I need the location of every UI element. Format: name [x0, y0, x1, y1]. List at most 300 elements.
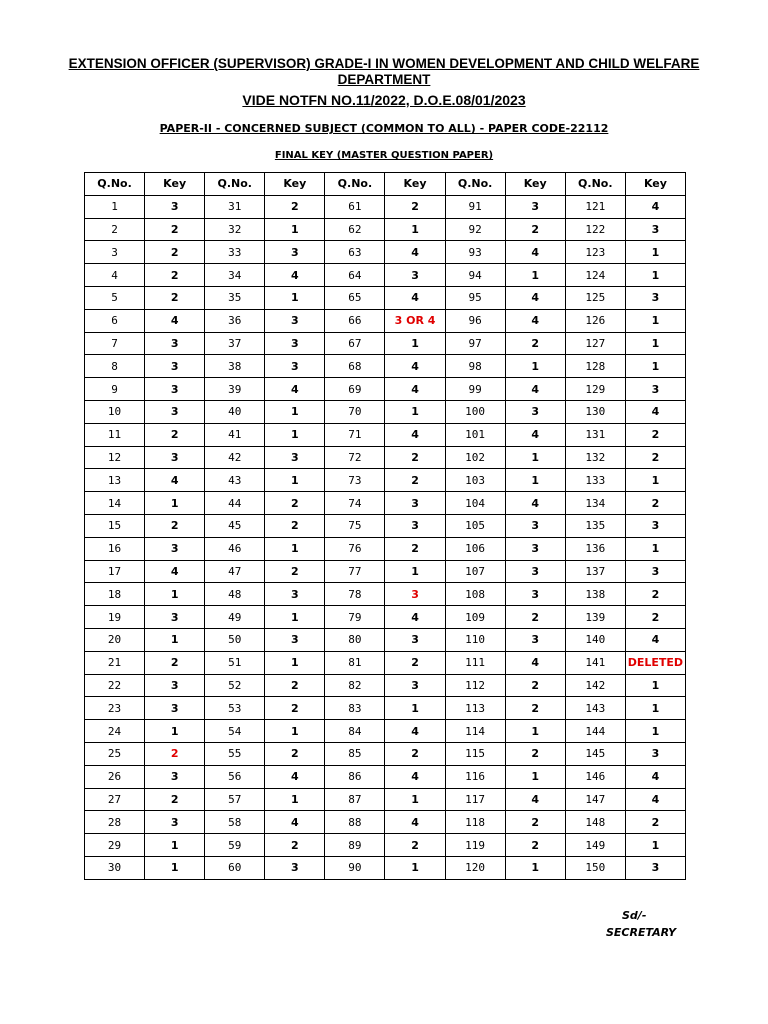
answer-key-cell: 1 — [145, 628, 205, 651]
question-number-cell: 24 — [85, 720, 145, 743]
question-number-cell: 18 — [85, 583, 145, 606]
answer-key-cell: 3 — [505, 537, 565, 560]
answer-key-cell: 2 — [145, 218, 205, 241]
question-number-cell: 88 — [325, 811, 385, 834]
question-number-cell: 23 — [85, 697, 145, 720]
question-number-cell: 79 — [325, 606, 385, 629]
answer-key-cell: 2 — [385, 651, 445, 674]
answer-key-cell: 1 — [265, 537, 325, 560]
question-number-cell: 42 — [205, 446, 265, 469]
question-number-cell: 139 — [565, 606, 625, 629]
answer-key-cell: 2 — [385, 469, 445, 492]
answer-key-cell: 3 OR 4 — [385, 309, 445, 332]
answer-key-cell: 4 — [625, 400, 685, 423]
question-number-cell: 82 — [325, 674, 385, 697]
question-number-cell: 123 — [565, 241, 625, 264]
question-number-cell: 136 — [565, 537, 625, 560]
question-number-cell: 54 — [205, 720, 265, 743]
question-number-cell: 72 — [325, 446, 385, 469]
answer-key-cell: 2 — [265, 697, 325, 720]
table-row — [85, 446, 686, 469]
answer-key-cell: 2 — [625, 492, 685, 515]
answer-key-cell: 1 — [625, 355, 685, 378]
answer-key-cell: 4 — [625, 788, 685, 811]
question-number-cell: 69 — [325, 378, 385, 401]
answer-key-cell: 3 — [385, 264, 445, 287]
question-number-cell: 104 — [445, 492, 505, 515]
answer-key-cell: 1 — [625, 674, 685, 697]
answer-key-cell: 1 — [505, 856, 565, 879]
question-number-cell: 143 — [565, 697, 625, 720]
question-number-cell: 61 — [325, 195, 385, 218]
question-number-cell: 45 — [205, 514, 265, 537]
answer-key-cell: 1 — [385, 560, 445, 583]
answer-key-cell: 2 — [265, 195, 325, 218]
answer-key-cell: 1 — [505, 720, 565, 743]
answer-key-cell: 3 — [265, 309, 325, 332]
answer-key-cell: 1 — [385, 788, 445, 811]
question-number-cell: 51 — [205, 651, 265, 674]
answer-key-cell: 1 — [625, 537, 685, 560]
document-title: EXTENSION OFFICER (SUPERVISOR) GRADE-I IN WOMEN DEVELOPMENT AND CHILD WELFARE DEPARTMENT — [68, 56, 700, 87]
question-number-cell: 90 — [325, 856, 385, 879]
table-row — [85, 264, 686, 287]
question-number-cell: 57 — [205, 788, 265, 811]
answer-key-cell: 1 — [145, 856, 205, 879]
question-number-cell: 146 — [565, 765, 625, 788]
question-number-cell: 46 — [205, 537, 265, 560]
table-row — [85, 697, 686, 720]
question-number-cell: 9 — [85, 378, 145, 401]
table-row — [85, 241, 686, 264]
question-number-cell: 91 — [445, 195, 505, 218]
question-number-cell: 77 — [325, 560, 385, 583]
answer-key-cell: 4 — [265, 765, 325, 788]
question-number-cell: 48 — [205, 583, 265, 606]
question-number-cell: 86 — [325, 765, 385, 788]
answer-key-cell: 3 — [265, 241, 325, 264]
table-row — [85, 309, 686, 332]
key-title: FINAL KEY (MASTER QUESTION PAPER) — [274, 150, 494, 161]
question-number-cell: 19 — [85, 606, 145, 629]
table-row — [85, 606, 686, 629]
answer-key-cell: 2 — [505, 834, 565, 857]
answer-key-cell: 4 — [385, 378, 445, 401]
question-number-cell: 133 — [565, 469, 625, 492]
question-number-cell: 11 — [85, 423, 145, 446]
question-number-cell: 127 — [565, 332, 625, 355]
answer-key-cell: 1 — [265, 218, 325, 241]
question-number-cell: 74 — [325, 492, 385, 515]
question-number-cell: 15 — [85, 514, 145, 537]
question-number-cell: 55 — [205, 742, 265, 765]
table-row — [85, 514, 686, 537]
question-number-cell: 7 — [85, 332, 145, 355]
answer-key-cell: 1 — [145, 492, 205, 515]
question-number-cell: 121 — [565, 195, 625, 218]
answer-key-cell: 1 — [625, 309, 685, 332]
answer-key-cell: 2 — [145, 788, 205, 811]
question-number-cell: 94 — [445, 264, 505, 287]
question-number-cell: 95 — [445, 286, 505, 309]
answer-key-cell: 3 — [625, 286, 685, 309]
question-number-cell: 116 — [445, 765, 505, 788]
answer-key-cell: 4 — [505, 241, 565, 264]
answer-key-cell: 1 — [625, 834, 685, 857]
answer-key-cell: 1 — [505, 469, 565, 492]
table-row — [85, 378, 686, 401]
answer-key-cell: 4 — [385, 811, 445, 834]
question-number-cell: 130 — [565, 400, 625, 423]
answer-key-cell: 2 — [265, 560, 325, 583]
question-number-cell: 12 — [85, 446, 145, 469]
question-number-cell: 122 — [565, 218, 625, 241]
answer-key-cell: 2 — [385, 834, 445, 857]
table-row — [85, 583, 686, 606]
question-number-cell: 26 — [85, 765, 145, 788]
question-number-cell: 76 — [325, 537, 385, 560]
question-number-cell: 52 — [205, 674, 265, 697]
answer-key-cell: 4 — [265, 811, 325, 834]
answer-key-cell: 3 — [385, 514, 445, 537]
question-number-cell: 63 — [325, 241, 385, 264]
table-row — [85, 218, 686, 241]
answer-key-cell: 3 — [145, 195, 205, 218]
question-number-cell: 8 — [85, 355, 145, 378]
question-number-cell: 38 — [205, 355, 265, 378]
answer-key-cell: 1 — [625, 264, 685, 287]
question-number-cell: 128 — [565, 355, 625, 378]
answer-key-cell: 1 — [505, 446, 565, 469]
answer-key-cell: 3 — [145, 765, 205, 788]
answer-key-cell: 2 — [505, 332, 565, 355]
answer-key-cell: 1 — [625, 720, 685, 743]
answer-key-cell: 3 — [505, 560, 565, 583]
table-row — [85, 537, 686, 560]
answer-key-cell: 3 — [265, 856, 325, 879]
answer-key-cell: 4 — [265, 378, 325, 401]
answer-key-cell: 4 — [385, 241, 445, 264]
question-number-cell: 28 — [85, 811, 145, 834]
answer-key-cell: 1 — [265, 400, 325, 423]
answer-key-cell: 2 — [505, 742, 565, 765]
answer-key-cell: 1 — [385, 400, 445, 423]
question-number-cell: 50 — [205, 628, 265, 651]
answer-key-cell: 2 — [625, 811, 685, 834]
answer-key-cell: DELETED — [625, 651, 685, 674]
answer-key-cell: 4 — [385, 355, 445, 378]
question-number-cell: 68 — [325, 355, 385, 378]
question-number-cell: 14 — [85, 492, 145, 515]
column-header: Key — [625, 173, 685, 196]
question-number-cell: 81 — [325, 651, 385, 674]
question-number-cell: 1 — [85, 195, 145, 218]
answer-key-cell: 2 — [625, 446, 685, 469]
answer-key-cell: 1 — [265, 286, 325, 309]
answer-key-cell: 2 — [625, 583, 685, 606]
answer-key-cell: 3 — [145, 674, 205, 697]
answer-key-cell: 2 — [505, 697, 565, 720]
question-number-cell: 32 — [205, 218, 265, 241]
answer-key-cell: 2 — [145, 514, 205, 537]
table-row — [85, 195, 686, 218]
question-number-cell: 80 — [325, 628, 385, 651]
question-number-cell: 49 — [205, 606, 265, 629]
question-number-cell: 113 — [445, 697, 505, 720]
table-row — [85, 720, 686, 743]
answer-key-cell: 4 — [505, 423, 565, 446]
question-number-cell: 75 — [325, 514, 385, 537]
answer-key-cell: 2 — [265, 514, 325, 537]
answer-key-cell: 1 — [145, 720, 205, 743]
question-number-cell: 135 — [565, 514, 625, 537]
paper-title: PAPER-II - CONCERNED SUBJECT (COMMON TO ALL) - PAPER CODE-22112 — [159, 122, 609, 135]
answer-key-cell: 3 — [145, 332, 205, 355]
table-row — [85, 560, 686, 583]
answer-key-cell: 4 — [145, 560, 205, 583]
answer-key-cell: 1 — [145, 834, 205, 857]
question-number-cell: 98 — [445, 355, 505, 378]
answer-key-cell: 2 — [265, 492, 325, 515]
question-number-cell: 10 — [85, 400, 145, 423]
column-header: Q.No. — [85, 173, 145, 196]
question-number-cell: 102 — [445, 446, 505, 469]
answer-key-cell: 1 — [505, 264, 565, 287]
question-number-cell: 119 — [445, 834, 505, 857]
answer-key-cell: 1 — [265, 720, 325, 743]
question-number-cell: 131 — [565, 423, 625, 446]
answer-key-cell: 4 — [385, 286, 445, 309]
question-number-cell: 21 — [85, 651, 145, 674]
question-number-cell: 65 — [325, 286, 385, 309]
answer-key-cell: 3 — [145, 811, 205, 834]
question-number-cell: 126 — [565, 309, 625, 332]
answer-key-cell: 1 — [265, 423, 325, 446]
answer-key-cell: 3 — [145, 537, 205, 560]
question-number-cell: 67 — [325, 332, 385, 355]
answer-key-cell: 2 — [145, 651, 205, 674]
answer-key-cell: 4 — [145, 469, 205, 492]
question-number-cell: 70 — [325, 400, 385, 423]
question-number-cell: 106 — [445, 537, 505, 560]
signatory-role: SECRETARY — [606, 926, 677, 939]
question-number-cell: 25 — [85, 742, 145, 765]
answer-key-cell: 2 — [385, 742, 445, 765]
question-number-cell: 13 — [85, 469, 145, 492]
answer-key-cell: 4 — [505, 286, 565, 309]
answer-key-cell: 3 — [265, 446, 325, 469]
question-number-cell: 6 — [85, 309, 145, 332]
table-row — [85, 674, 686, 697]
question-number-cell: 31 — [205, 195, 265, 218]
answer-key-cell: 3 — [265, 628, 325, 651]
table-row — [85, 469, 686, 492]
question-number-cell: 20 — [85, 628, 145, 651]
answer-key-cell: 1 — [385, 856, 445, 879]
answer-key-cell: 3 — [625, 560, 685, 583]
answer-key-cell: 2 — [505, 218, 565, 241]
table-row — [85, 742, 686, 765]
question-number-cell: 27 — [85, 788, 145, 811]
answer-key-cell: 4 — [625, 195, 685, 218]
answer-key-cell: 1 — [265, 788, 325, 811]
table-row — [85, 834, 686, 857]
answer-key-cell: 1 — [625, 241, 685, 264]
table-row — [85, 423, 686, 446]
answer-key-cell: 2 — [385, 195, 445, 218]
question-number-cell: 109 — [445, 606, 505, 629]
question-number-cell: 60 — [205, 856, 265, 879]
question-number-cell: 89 — [325, 834, 385, 857]
answer-key-cell: 1 — [625, 469, 685, 492]
answer-key-cell: 1 — [625, 697, 685, 720]
answer-key-cell: 2 — [505, 674, 565, 697]
answer-key-cell: 1 — [385, 697, 445, 720]
table-row — [85, 286, 686, 309]
answer-key-cell: 3 — [145, 446, 205, 469]
answer-key-table — [84, 172, 686, 880]
question-number-cell: 110 — [445, 628, 505, 651]
question-number-cell: 3 — [85, 241, 145, 264]
table-header-row — [85, 173, 686, 196]
question-number-cell: 36 — [205, 309, 265, 332]
table-row — [85, 811, 686, 834]
answer-key-cell: 3 — [625, 218, 685, 241]
answer-key-cell: 4 — [265, 264, 325, 287]
question-number-cell: 118 — [445, 811, 505, 834]
answer-key-cell: 4 — [505, 651, 565, 674]
answer-key-cell: 1 — [625, 332, 685, 355]
question-number-cell: 112 — [445, 674, 505, 697]
answer-key-cell: 3 — [625, 856, 685, 879]
question-number-cell: 141 — [565, 651, 625, 674]
answer-key-cell: 2 — [265, 742, 325, 765]
question-number-cell: 56 — [205, 765, 265, 788]
answer-key-cell: 4 — [385, 423, 445, 446]
question-number-cell: 150 — [565, 856, 625, 879]
question-number-cell: 16 — [85, 537, 145, 560]
question-number-cell: 101 — [445, 423, 505, 446]
answer-key-cell: 2 — [625, 606, 685, 629]
answer-key-cell: 3 — [505, 583, 565, 606]
answer-key-cell: 2 — [385, 446, 445, 469]
column-header: Q.No. — [325, 173, 385, 196]
question-number-cell: 47 — [205, 560, 265, 583]
table-row — [85, 788, 686, 811]
question-number-cell: 138 — [565, 583, 625, 606]
column-header: Key — [265, 173, 325, 196]
question-number-cell: 2 — [85, 218, 145, 241]
question-number-cell: 34 — [205, 264, 265, 287]
notification-line: VIDE NOTFN NO.11/2022, D.O.E.08/01/2023 — [242, 92, 526, 108]
column-header: Key — [385, 173, 445, 196]
table-row — [85, 765, 686, 788]
question-number-cell: 59 — [205, 834, 265, 857]
question-number-cell: 97 — [445, 332, 505, 355]
answer-key-cell: 4 — [145, 309, 205, 332]
answer-key-cell: 2 — [145, 286, 205, 309]
answer-key-cell: 4 — [385, 606, 445, 629]
answer-key-cell: 1 — [505, 765, 565, 788]
question-number-cell: 35 — [205, 286, 265, 309]
answer-key-cell: 3 — [145, 400, 205, 423]
question-number-cell: 129 — [565, 378, 625, 401]
question-number-cell: 93 — [445, 241, 505, 264]
question-number-cell: 105 — [445, 514, 505, 537]
question-number-cell: 137 — [565, 560, 625, 583]
question-number-cell: 73 — [325, 469, 385, 492]
question-number-cell: 149 — [565, 834, 625, 857]
question-number-cell: 134 — [565, 492, 625, 515]
question-number-cell: 114 — [445, 720, 505, 743]
question-number-cell: 43 — [205, 469, 265, 492]
question-number-cell: 29 — [85, 834, 145, 857]
question-number-cell: 120 — [445, 856, 505, 879]
table-row — [85, 856, 686, 879]
question-number-cell: 142 — [565, 674, 625, 697]
question-number-cell: 92 — [445, 218, 505, 241]
question-number-cell: 53 — [205, 697, 265, 720]
question-number-cell: 84 — [325, 720, 385, 743]
question-number-cell: 108 — [445, 583, 505, 606]
question-number-cell: 100 — [445, 400, 505, 423]
question-number-cell: 58 — [205, 811, 265, 834]
table-row — [85, 628, 686, 651]
answer-key-cell: 2 — [145, 742, 205, 765]
answer-key-cell: 2 — [385, 537, 445, 560]
answer-key-cell: 3 — [145, 697, 205, 720]
answer-key-cell: 3 — [385, 674, 445, 697]
answer-key-cell: 3 — [385, 628, 445, 651]
answer-key-cell: 3 — [145, 355, 205, 378]
answer-key-cell: 1 — [505, 355, 565, 378]
column-header: Key — [145, 173, 205, 196]
answer-key-cell: 3 — [625, 742, 685, 765]
answer-key-cell: 2 — [145, 423, 205, 446]
question-number-cell: 71 — [325, 423, 385, 446]
answer-key-cell: 2 — [505, 811, 565, 834]
question-number-cell: 87 — [325, 788, 385, 811]
answer-key-cell: 2 — [145, 241, 205, 264]
question-number-cell: 40 — [205, 400, 265, 423]
question-number-cell: 66 — [325, 309, 385, 332]
question-number-cell: 147 — [565, 788, 625, 811]
question-number-cell: 148 — [565, 811, 625, 834]
question-number-cell: 17 — [85, 560, 145, 583]
answer-key-cell: 2 — [505, 606, 565, 629]
answer-key-cell: 3 — [265, 355, 325, 378]
answer-key-cell: 3 — [505, 400, 565, 423]
answer-key-cell: 3 — [505, 628, 565, 651]
answer-key-cell: 4 — [385, 720, 445, 743]
answer-key-cell: 3 — [505, 514, 565, 537]
answer-key-cell: 3 — [385, 583, 445, 606]
answer-key-cell: 3 — [505, 195, 565, 218]
question-number-cell: 22 — [85, 674, 145, 697]
question-number-cell: 39 — [205, 378, 265, 401]
answer-key-cell: 4 — [505, 378, 565, 401]
table-row — [85, 400, 686, 423]
answer-key-cell: 1 — [385, 218, 445, 241]
table-row — [85, 492, 686, 515]
question-number-cell: 41 — [205, 423, 265, 446]
answer-key-cell: 1 — [385, 332, 445, 355]
question-number-cell: 124 — [565, 264, 625, 287]
question-number-cell: 44 — [205, 492, 265, 515]
question-number-cell: 144 — [565, 720, 625, 743]
column-header: Key — [505, 173, 565, 196]
column-header: Q.No. — [205, 173, 265, 196]
